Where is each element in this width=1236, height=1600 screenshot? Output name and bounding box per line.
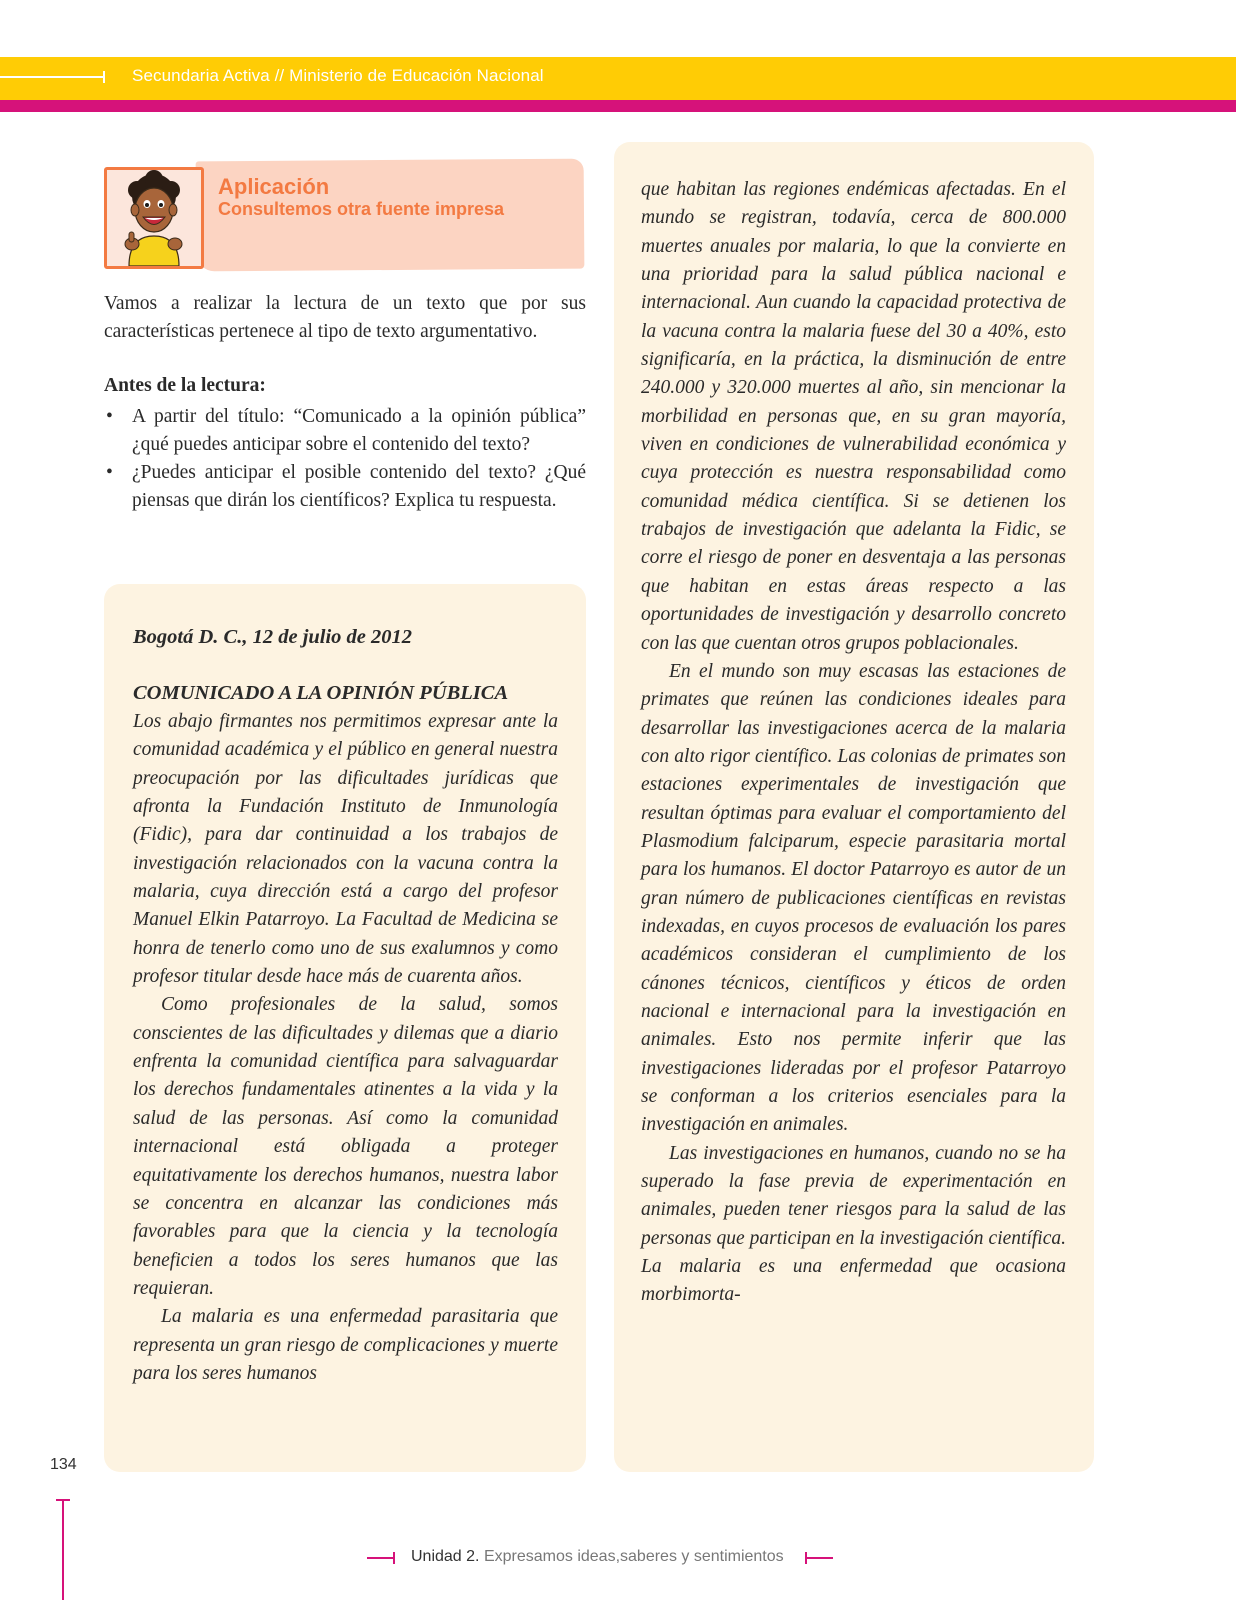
header-rule-tick [103,71,105,83]
footer-unit-label [411,1548,784,1566]
bullet-icon: • [106,462,113,483]
footer-unit: Unidad 2. [411,1548,480,1565]
list-item [104,459,586,515]
application-title: Aplicación [218,174,330,199]
letter-paragraph-1: Los abajo firmantes nos permitimos expresar ante la comunidad académica y el público en general nuestra preocupación por las dificultades jurídicas que afronta la Fundación Instituto de Inmunología (Fidic), para dar continuidad a los trabajos de investigación relacionados con la vacuna contra la malaria, cuya dirección está a cargo del profesor Manuel Elkin Patarroyo. La Facultad de Medicina se honra de tenerlo como uno de sus exalumnos y como profesor titular desde hace más de cuarenta años. [133,711,558,988]
letter-column-right [641,176,1066,1310]
page-margin-line [62,1500,64,1600]
letter-paragraph-4: En el mundo son muy escasas las estaciones de primates que reúnen las condiciones ideales para desarrollar las investigaciones acerca de la malaria con alto rigor científico. Las colonias de primates son estaciones experimentales de investigación que resultan óptimas para evaluar el comportamiento del Plasmodium falciparum, especie parasitaria mortal para los humanos. El doctor Patarroyo es autor de un gran número de publicaciones científicas en revistas indexadas, en cuyos procesos de evaluación los pares académicos consideran el cumplimiento de los cánones técnicos, científicos y éticos de orden nacional e internacional para la investigación en animales. Esto nos permite inferir que las investigaciones lideradas por el profesor Patarroyo se conforman a los criterios esenciales para la investigación en animales. [641,660,1066,1136]
header-accent-bar [0,100,1236,112]
page-number: 134 [50,1456,77,1473]
letter-paragraph-3-start: La malaria es una enfermedad parasitaria que representa un gran riesgo de complicaciones y muerte para los seres humanos [133,1306,558,1384]
list-item [104,403,586,459]
before-reading-heading: Antes de la lectura: [104,375,266,396]
application-subtitle: Consultemos otra fuente impresa [218,199,505,219]
series-title: Secundaria Activa // Ministerio de Educación Nacional [132,66,544,85]
footer-rule-left-tick [393,1552,395,1564]
letter-date: Bogotá D. C., 12 de julio de 2012 [133,626,413,648]
letter-paragraph-5: Las investigaciones en humanos, cuando no se ha superado la fase previa de experimentación en animales, pueden tener riesgos para la salud de las personas que participan en la investigación científica. La malaria es una enfermedad que ocasiona morbimorta- [641,1142,1066,1306]
footer-topic: Expresamos ideas,saberes y sentimientos [483,1548,784,1565]
letter-column-left [133,708,558,1388]
footer-rule-left [367,1557,394,1559]
footer-rule-right [806,1557,833,1559]
intro-text: Vamos a realizar la lectura de un texto que por sus características pertenece al tipo de texto argumentativo. [104,293,586,342]
letter-title: COMUNICADO A LA OPINIÓN PÚBLICA [133,682,509,704]
application-icon-frame [104,167,204,269]
bullet-icon: • [106,406,113,427]
intro-paragraph [104,290,586,346]
smiling-student-icon [107,170,201,266]
list-item-text: A partir del título: “Comunicado a la opinión pública” ¿qué puedes anticipar sobre el contenido del texto? [132,406,586,455]
letter-paragraph-2: Como profesionales de la salud, somos conscientes de las dificultades y dilemas que a diario enfrenta la comunidad científica para salvaguardar los derechos fundamentales atinentes a la vida y la salud de las personas. Así como la comunidad internacional está obligada a proteger equitativamente los derechos humanos, nuestra labor se concentra en alcanzar las condiciones más favorables para que la ciencia y la tecnología beneficien a todos los seres humanos que las requieran. [133,994,558,1299]
list-item-text: ¿Puedes anticipar el posible contenido del texto? ¿Qué piensas que dirán los científicos? Explica tu respuesta. [132,462,586,511]
header-rule [0,76,104,78]
before-reading-list [104,403,586,515]
letter-paragraph-3-end: que habitan las regiones endémicas afectadas. En el mundo se registran, todavía, cerca de 800.000 muertes anuales por malaria, lo que la convierte en una prioridad para la salud pública nacional e internacional. Aun cuando la capacidad protectiva de la vacuna contra la malaria fuese del 30 a 40%, esto significaría, en la práctica, la disminución de entre 240.000 y 320.000 muertes al año, sin mencionar la morbilidad en personas que, en su gran mayoría, viven en condiciones de vulnerabilidad económica y cuya protección es nuestra responsabilidad como comunidad médica científica. Si se detienen los trabajos de investigación que adelanta la Fidic, se corre el riesgo de poner en desventaja a las personas que habitan en estas áreas respecto a las oportunidades de investigación y desarrollo concreto con las que cuentan otros grupos poblacionales. [641,179,1066,654]
